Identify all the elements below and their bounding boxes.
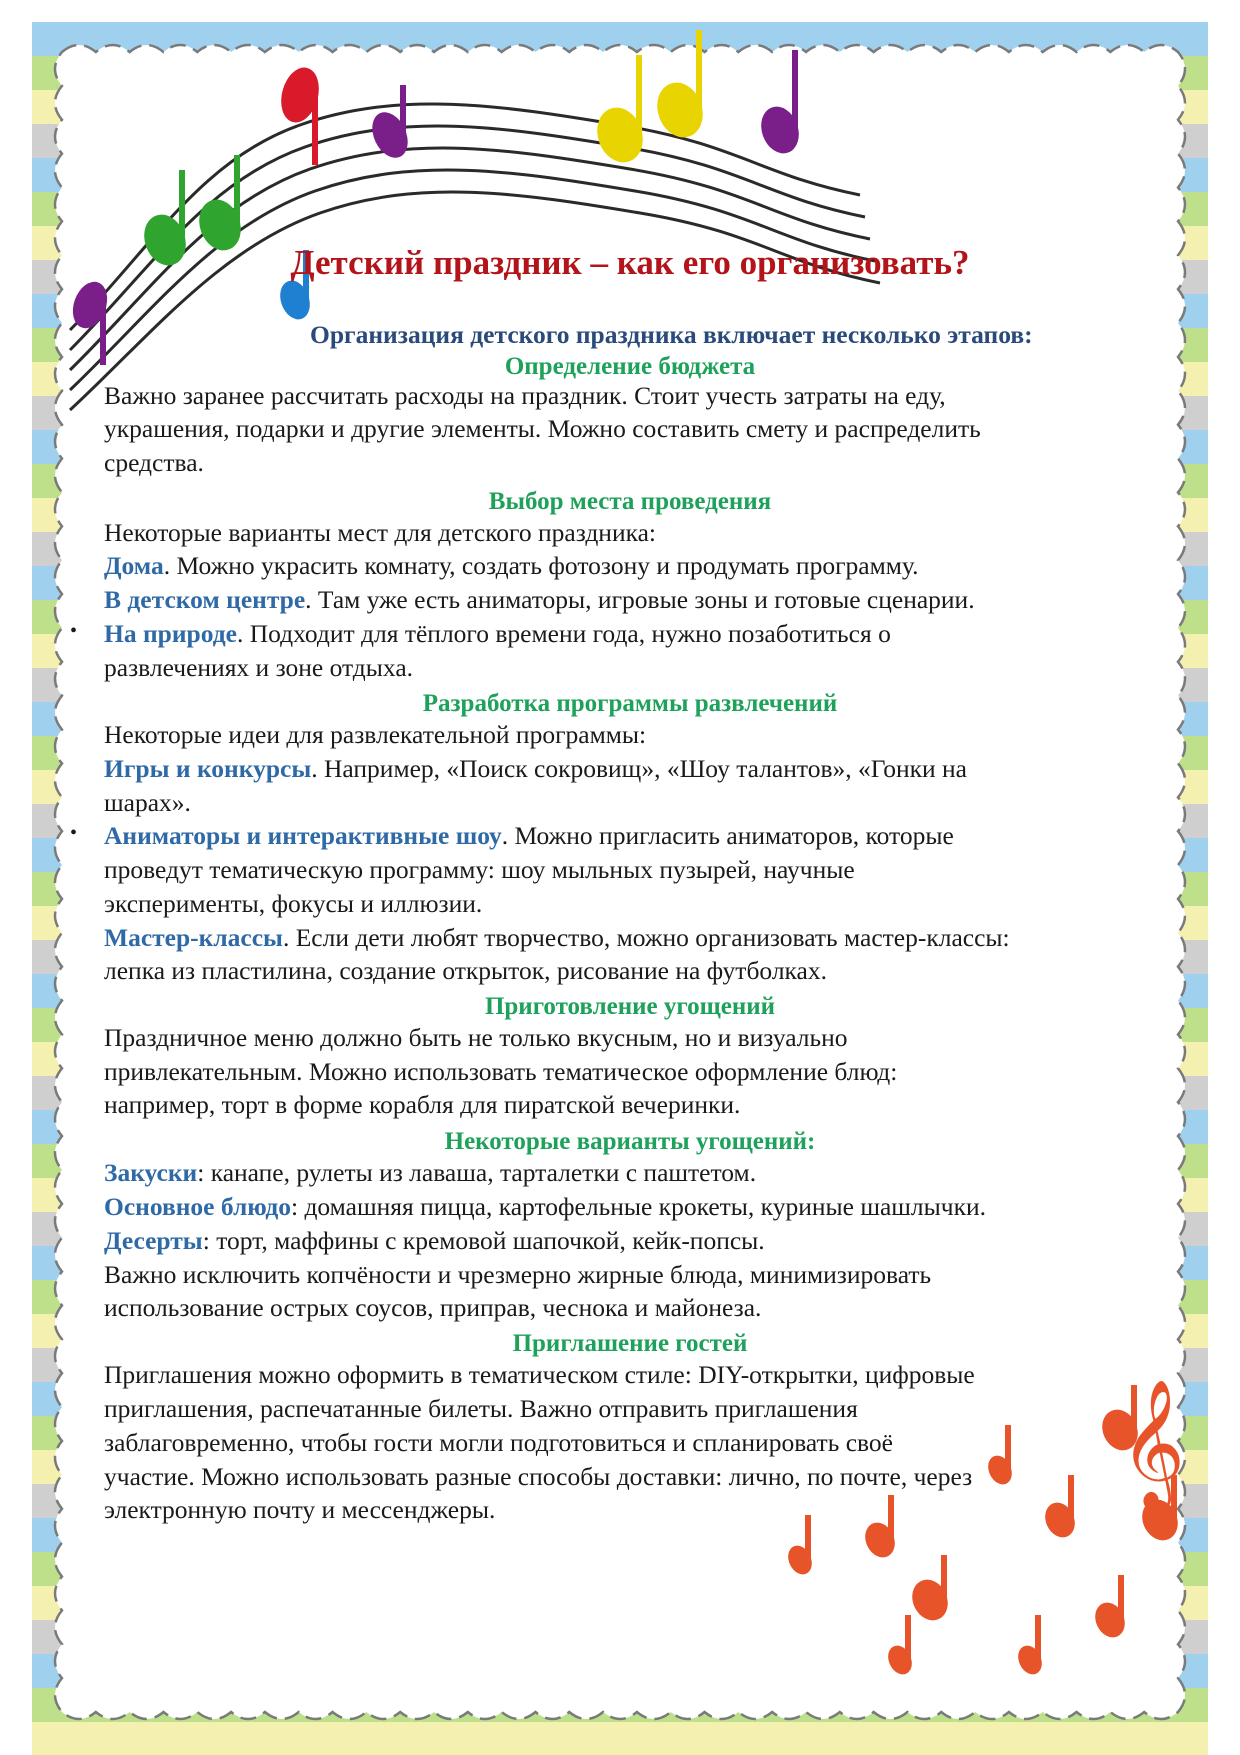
item-text: Подходит для тёплого времени года, нужно позаботиться о — [249, 619, 891, 648]
item-text: Если дети любят творчество, можно организовать мастер-классы: — [295, 923, 1010, 952]
list-item — [104, 553, 918, 579]
treble-clef-icon: 𝄞 — [1120, 1378, 1186, 1506]
item-text: Там уже есть аниматоры, игровые зоны и готовые сценарии. — [317, 585, 975, 614]
item-text: Можно пригласить аниматоров, которые — [514, 821, 954, 850]
item-sep: . — [236, 619, 250, 648]
list-item-cont: эксперименты, фокусы и иллюзии. — [104, 889, 483, 918]
list-item — [70, 619, 891, 648]
list-item-cont: проведут тематическую программу: шоу мыльных пузырей, научные — [104, 855, 855, 884]
guests-line-4: участие. Можно использовать разные способы доставки: лично, по почте, через — [104, 1462, 973, 1491]
list-item — [70, 821, 954, 850]
item-text: Можно украсить комнату, создать фотозону и продумать программу. — [176, 551, 919, 580]
item-label: Игры и конкурсы — [104, 754, 312, 783]
heading-treats: Некоторые варианты угощений: — [444, 1128, 816, 1155]
list-item — [104, 756, 967, 782]
heading-budget: Определение бюджета — [504, 353, 756, 380]
item-label: Мастер-классы — [104, 923, 283, 952]
bullet-icon: • — [70, 822, 78, 844]
item-label: В детском центре — [104, 585, 306, 614]
guests-line-3: заблаговременно, чтобы гости могли подготовиться и спланировать своё — [104, 1428, 893, 1457]
item-label: Основное блюдо — [104, 1192, 291, 1221]
item-sep: . — [282, 923, 296, 952]
list-item — [104, 1160, 756, 1186]
heading-place: Выбор места проведения — [488, 488, 772, 515]
item-text: домашняя пицца, картофельные крокеты, куриные шашлычки. — [304, 1192, 987, 1221]
intro-text: Организация детского праздника включает несколько этапов: — [310, 320, 1033, 349]
item-label: Закуски — [104, 1158, 198, 1187]
list-item-cont: лепка из пластилина, создание открыток, рисование на футболках. — [104, 956, 828, 985]
item-sep: . — [311, 754, 324, 783]
program-intro: Некоторые идеи для развлекательной программы: — [104, 720, 647, 749]
heading-food: Приготовление угощений — [484, 993, 776, 1020]
item-sep: . — [163, 551, 177, 580]
item-text: торт, маффины с кремовой шапочкой, кейк-попсы. — [216, 1226, 765, 1255]
item-label: Десерты — [104, 1226, 203, 1255]
guests-line-5: электронную почту и мессенджеры. — [104, 1495, 496, 1524]
budget-line-1: Важно заранее рассчитать расходы на праздник. Стоит учесть затраты на еду, — [104, 381, 946, 410]
list-item — [104, 925, 1010, 951]
list-item — [104, 1228, 765, 1254]
list-item — [104, 1194, 986, 1220]
item-label: Дома — [104, 551, 164, 580]
heading-program: Разработка программы развлечений — [422, 690, 838, 717]
list-item-cont: шарах». — [104, 788, 191, 817]
treats-line-1: Важно исключить копчёности и чрезмерно жирные блюда, минимизировать — [104, 1260, 932, 1289]
item-text: Например, «Поиск сокровищ», «Шоу талантов», «Гонки на — [324, 754, 968, 783]
bullet-icon: • — [70, 620, 78, 642]
guests-line-2: приглашения, распечатанные билеты. Важно отправить приглашения — [104, 1394, 858, 1423]
item-sep: : — [290, 1192, 305, 1221]
item-sep: . — [305, 585, 318, 614]
guests-line-1: Приглашения можно оформить в тематическом стиле: DIY-открытки, цифровые — [104, 1360, 975, 1389]
budget-line-2: украшения, подарки и другие элементы. Можно составить смету и распределить — [104, 414, 981, 443]
list-item-cont: развлечениях и зоне отдыха. — [104, 653, 414, 682]
food-line-3: например, торт в форме корабля для пиратской вечеринки. — [104, 1090, 741, 1119]
budget-line-3: средства. — [104, 448, 204, 477]
food-line-1: Праздничное меню должно быть не только вкусным, но и визуально — [104, 1023, 848, 1052]
item-text: канапе, рулеты из лаваша, тарталетки с паштетом. — [210, 1158, 757, 1187]
item-sep: . — [501, 821, 515, 850]
list-item — [104, 587, 975, 613]
treats-line-2: использование острых соусов, приправ, чеснока и майонеза. — [104, 1293, 762, 1322]
item-label: На природе — [104, 619, 237, 648]
heading-guests: Приглашение гостей — [512, 1330, 748, 1357]
page-title: Детский праздник – как его организовать? — [290, 243, 970, 282]
item-sep: : — [202, 1226, 217, 1255]
food-line-2: привлекательным. Можно использовать тематическое оформление блюд: — [104, 1057, 898, 1086]
place-intro: Некоторые варианты мест для детского праздника: — [104, 518, 656, 547]
item-sep: : — [197, 1158, 211, 1187]
item-label: Аниматоры и интерактивные шоу — [104, 821, 502, 850]
